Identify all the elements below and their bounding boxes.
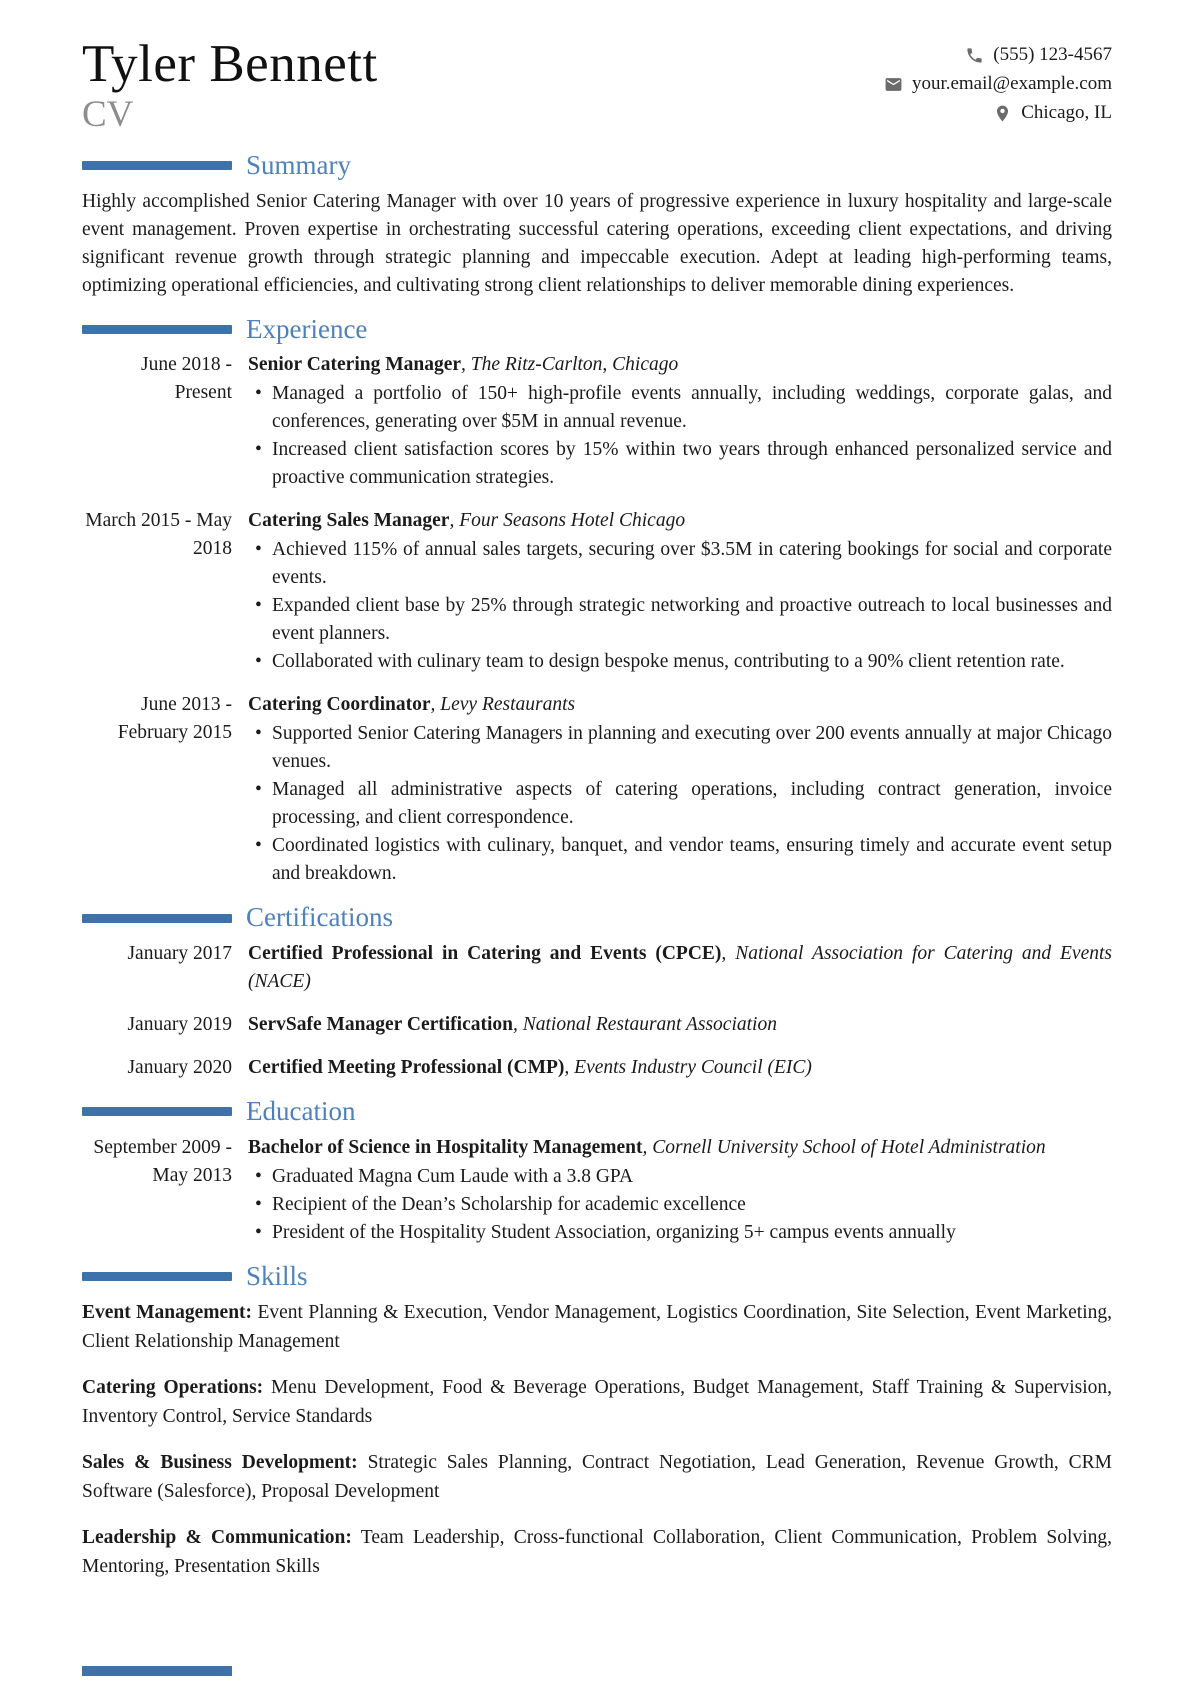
location-pin-icon: [993, 104, 1012, 123]
section-education: [82, 1097, 1112, 1247]
certification-entry: [82, 1011, 1112, 1039]
entry-heading: [248, 1054, 1112, 1082]
skill-group: [82, 1448, 1112, 1506]
section-bar: [82, 914, 232, 923]
certification-entry: [82, 940, 1112, 996]
experience-entry: [82, 691, 1112, 888]
entry-heading: [248, 1134, 1112, 1162]
section-experience: [82, 315, 1112, 889]
cv-subtitle: CV: [82, 94, 134, 136]
section-title-education: Education: [246, 1095, 356, 1126]
job-title: Catering Sales Manager: [248, 510, 450, 532]
section-header-certifications: [82, 903, 1112, 933]
summary-paragraph: Highly accomplished Senior Catering Manager with over 10 years of progressive experience in luxury hospitality and large-scale event management. Proven expertise in orchestrating successful catering operations, exceeding client expectations, and driving significant revenue growth through strategic planning and impeccable execution. Adept at leading high-performing teams, optimizing operational efficiencies, and cultivating strong client relationships to deliver memorable dining experiences.: [82, 190, 1112, 296]
bullet-item: • Managed all administrative aspects of catering operations, including contract generation, invoice processing, and client correspondence.: [248, 776, 1112, 832]
entry-date: June 2013 - February 2015: [117, 694, 232, 744]
entry-body: [248, 507, 1112, 676]
cutoff-section-bar: [82, 1666, 232, 1676]
entry-heading: [248, 940, 1112, 996]
certification-entry: [82, 1054, 1112, 1082]
company-name: , The Ritz-Carlton, Chicago: [461, 354, 678, 375]
skill-details: Menu Development, Food & Beverage Operations, Budget Management, Staff Training & Supervision, Inventory Control, Service Standards: [82, 1377, 1113, 1428]
entry-body: [248, 1134, 1112, 1247]
skill-details: Event Planning & Execution, Vendor Management, Logistics Coordination, Site Selection, Event Marketing, Client Relationship Management: [82, 1302, 1113, 1353]
skill-paragraph: [82, 1523, 1112, 1581]
entry-date: March 2015 - May 2018: [85, 510, 232, 560]
skill-category-label: Sales & Business Development:: [82, 1452, 358, 1474]
school-name: , Cornell University School of Hotel Administration: [642, 1137, 1045, 1158]
job-title: Catering Coordinator: [248, 694, 431, 716]
section-bar: [82, 325, 232, 334]
skill-details: Strategic Sales Planning, Contract Negotiation, Lead Generation, Revenue Growth, CRM Software (Salesforce), Proposal Development: [82, 1452, 1113, 1503]
header: [82, 36, 1112, 136]
location-text: Chicago, IL: [1021, 102, 1112, 123]
certification-name: Certified Meeting Professional (CMP): [248, 1056, 565, 1078]
bullet-item: • Supported Senior Catering Managers in planning and executing over 200 events annually at major Chicago venues.: [248, 720, 1112, 776]
skill-category-label: Catering Operations:: [82, 1377, 264, 1399]
contact-location: [884, 102, 1112, 124]
entry-heading: [248, 351, 1112, 379]
entry-date: January 2017: [127, 942, 232, 964]
bullet-item: • President of the Hospitality Student Association, organizing 5+ campus events annually: [248, 1219, 1112, 1247]
entry-date: June 2018 - Present: [141, 354, 232, 404]
bullet-item: • Achieved 115% of annual sales targets, securing over $3.5M in catering bookings for social and corporate events.: [248, 536, 1112, 592]
section-bar: [82, 1272, 232, 1281]
phone-icon: [965, 46, 984, 65]
certification-issuer: , Events Industry Council (EIC): [564, 1057, 812, 1078]
section-header-skills: [82, 1262, 1112, 1292]
contact-phone[interactable]: [884, 44, 1112, 66]
job-title: Senior Catering Manager: [248, 354, 462, 376]
entry-heading: [248, 691, 1112, 719]
identity-block: [82, 36, 378, 136]
bullet-list: [248, 380, 1112, 492]
contact-block: [884, 44, 1112, 124]
contact-email[interactable]: [884, 73, 1112, 95]
email-icon: [884, 75, 903, 94]
experience-entry: [82, 351, 1112, 492]
entry-date: January 2019: [127, 1013, 232, 1035]
skill-category-label: Event Management:: [82, 1302, 253, 1324]
entry-date: January 2020: [127, 1056, 232, 1078]
bullet-item: • Recipient of the Dean’s Scholarship for academic excellence: [248, 1191, 1112, 1219]
entry-body: [248, 1054, 1112, 1082]
section-certifications: [82, 903, 1112, 1082]
bullet-item: • Coordinated logistics with culinary, banquet, and vendor teams, ensuring timely and accurate event setup and breakdown.: [248, 832, 1112, 888]
entry-body: [248, 1011, 1112, 1039]
skill-paragraph: [82, 1298, 1112, 1356]
bullet-item: • Increased client satisfaction scores by 15% within two years through enhanced personalized service and proactive communication strategies.: [248, 436, 1112, 492]
skill-details: Team Leadership, Cross-functional Collaboration, Client Communication, Problem Solving, Mentoring, Presentation Skills: [82, 1527, 1112, 1578]
skill-group: [82, 1373, 1112, 1431]
section-title-certifications: Certifications: [246, 902, 393, 933]
section-skills: [82, 1262, 1112, 1582]
skill-group: [82, 1523, 1112, 1581]
skill-group: [82, 1298, 1112, 1356]
bullet-item: • Managed a portfolio of 150+ high-profile events annually, including weddings, corporate galas, and conferences, generating over $5M in annual revenue.: [248, 380, 1112, 436]
degree-name: Bachelor of Science in Hospitality Management: [248, 1136, 643, 1158]
bullet-list: [248, 720, 1112, 888]
company-name: , Four Seasons Hotel Chicago: [449, 510, 685, 531]
section-bar: [82, 161, 232, 170]
certification-name: Certified Professional in Catering and Events (CPCE): [248, 942, 722, 964]
person-name: Tyler Bennett: [82, 35, 378, 93]
skill-category-label: Leadership & Communication:: [82, 1527, 352, 1549]
experience-entry: [82, 507, 1112, 676]
education-entry: [82, 1134, 1112, 1247]
skill-paragraph: [82, 1373, 1112, 1431]
section-header-experience: [82, 315, 1112, 345]
bullet-item: • Graduated Magna Cum Laude with a 3.8 GPA: [248, 1163, 1112, 1191]
entry-body: [248, 351, 1112, 492]
certification-issuer: , National Restaurant Association: [513, 1014, 777, 1035]
bullet-list: [248, 1163, 1112, 1247]
section-header-summary: [82, 151, 1112, 181]
email-text: your.email@example.com: [911, 73, 1112, 94]
section-title-summary: Summary: [246, 149, 351, 180]
certification-issuer: , National Association for Catering and Events (NACE): [248, 943, 1112, 992]
section-title-experience: Experience: [246, 313, 368, 344]
section-summary: [82, 151, 1112, 300]
bullet-item: • Collaborated with culinary team to design bespoke menus, contributing to a 90% client retention rate.: [248, 648, 1112, 676]
entry-date: September 2009 - May 2013: [93, 1136, 232, 1186]
skill-paragraph: [82, 1448, 1112, 1506]
entry-body: [248, 940, 1112, 996]
bullet-item: • Expanded client base by 25% through strategic networking and proactive outreach to local businesses and event planners.: [248, 592, 1112, 648]
entry-heading: [248, 1011, 1112, 1039]
company-name: , Levy Restaurants: [431, 694, 576, 715]
certification-name: ServSafe Manager Certification: [248, 1013, 513, 1035]
entry-heading: [248, 507, 1112, 535]
bullet-list: [248, 536, 1112, 676]
entry-body: [248, 691, 1112, 888]
section-bar: [82, 1107, 232, 1116]
section-title-skills: Skills: [246, 1260, 308, 1291]
section-header-education: [82, 1097, 1112, 1127]
phone-text: (555) 123-4567: [993, 44, 1112, 65]
